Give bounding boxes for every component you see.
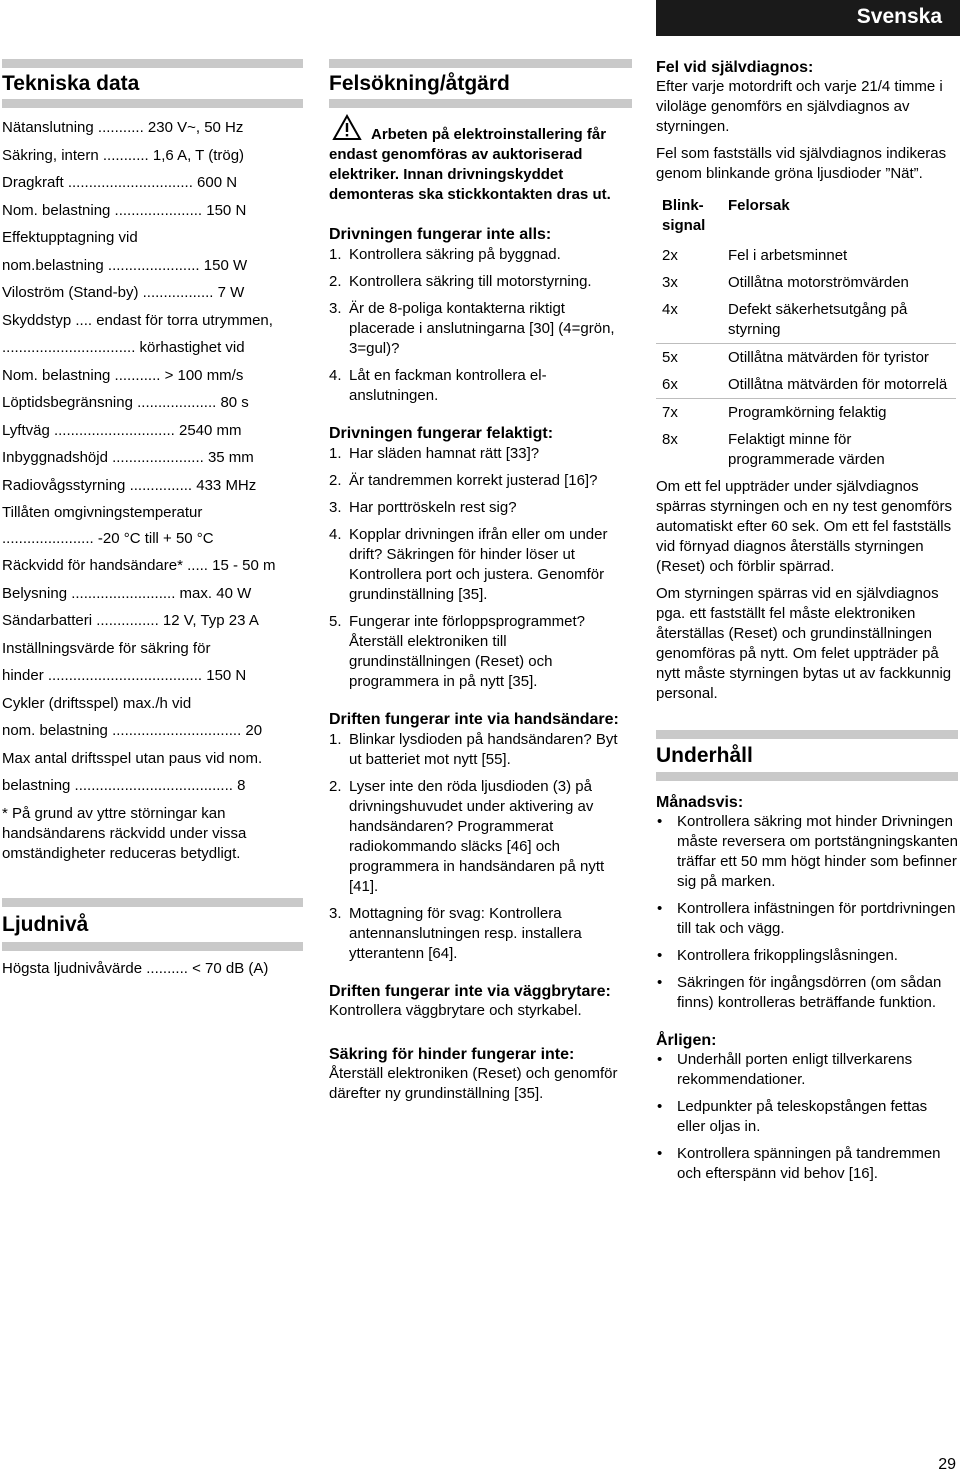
spec-line: nom. belastning ............................... 20 [2, 722, 263, 739]
table-row [656, 269, 956, 296]
blink-count: 6x [662, 376, 678, 393]
heading-faulty-operation: Drivningen fungerar felaktigt: [329, 425, 554, 442]
step-item [329, 471, 632, 491]
spec-line: Radiovågsstyrning ............... 433 MHz [2, 476, 257, 494]
table-row [656, 426, 956, 473]
section-bar [329, 59, 632, 68]
step-text: Är tandremmen korrekt justerad [16]? [349, 472, 598, 489]
error-cause: Fel i arbetsminnet [728, 247, 848, 264]
spec-line: Viloström (Stand-by) ................. 7 W [2, 284, 245, 301]
heading-monthly: Månadsvis: [656, 794, 744, 811]
step-item [329, 612, 632, 692]
error-cause: Otillåtna mätvärden för tyristor [722, 344, 956, 372]
step-item [329, 730, 632, 770]
step-number: 2. [329, 472, 342, 489]
blink-count: 7x [656, 399, 722, 427]
blink-count: 5x [656, 344, 722, 372]
section-bar [329, 99, 632, 108]
table-row [656, 371, 956, 399]
step-item [329, 299, 632, 359]
error-cause: Felaktigt minne för programmerade värden [728, 431, 885, 468]
yearly-checklist [656, 1050, 958, 1184]
step-number: 2. [329, 778, 342, 795]
checklist-item: • Kontrollera säkring mot hinder Drivningen måste reversera om portstängningskanten träffar ett 50 mm högt hinder som befinner sig på marken. [656, 812, 958, 892]
spec-line: belastning ...................................... 8 [2, 777, 246, 794]
step-item [329, 525, 632, 605]
step-number: 4. [329, 367, 342, 384]
checklist-item: • Ledpunkter på teleskopstången fettas eller oljas in. [656, 1097, 958, 1137]
wall-switch-text: Kontrollera väggbrytare och styrkabel. [329, 1002, 582, 1019]
spec-line: ...................... -20 °C till + 50 °C [2, 529, 214, 547]
spec-line: Inbyggnadshöjd ...................... 35 mm [2, 449, 254, 466]
spec-line: Lyftväg ............................. 2540 mm [2, 421, 242, 439]
warning-block [329, 120, 632, 205]
self-diagnosis-reset: Om styrningen spärras vid en självdiagnos pga. ett fastställt fel måste elektroniken återställas (Reset) och grundinställningen genomföras på nytt. Om felet uppträder på nytt måste styrningen bytas ut av fackkunnig personal. [656, 585, 952, 702]
step-text: Lyser inte den röda ljusdioden (3) på drivningshuvudet under aktivering av handsändaren? Programmerat radiokommando släcks [46] och programmera in handsändaren på nytt [41]. [349, 778, 605, 895]
step-text: Kontrollera säkring till motorstyrning. [349, 273, 592, 290]
heading-no-operation: Drivningen fungerar inte alls: [329, 226, 552, 243]
step-text: Blinkar lysdioden på handsändaren? Byt ut batteriet mot nytt [55]. [349, 731, 618, 768]
section-title-technical-data: Tekniska data [2, 72, 140, 95]
spec-list-continued [2, 525, 303, 800]
section-bar [2, 942, 303, 951]
step-item [329, 444, 632, 464]
heading-hand-transmitter: Driften fungerar inte via handsändare: [329, 711, 619, 728]
spec-line: Tillåten omgivningstemperatur [2, 504, 203, 521]
step-text: Är de 8-poliga kontakterna riktigt placerade i anslutningarna [30] (4=grön, 3=gul)? [349, 300, 615, 357]
column-troubleshooting [329, 0, 632, 1104]
spec-line: Skyddstyp .... endast för torra utrymmen, [2, 311, 273, 329]
blink-count: 8x [662, 431, 678, 448]
steps-no-operation [329, 245, 632, 406]
step-text: Kontrollera säkring på byggnad. [349, 246, 561, 263]
step-number: 5. [329, 613, 342, 630]
table-row [656, 399, 956, 427]
footnote: * På grund av yttre störningar kan handsändarens räckvidd under vissa omständigheter reduceras betydligt. [2, 804, 247, 862]
error-cause: Programkörning felaktig [722, 399, 956, 427]
heading-obstacle-safety: Säkring för hinder fungerar inte: [329, 1046, 575, 1063]
column-diagnosis-maintenance [656, 0, 958, 1191]
blink-count: 3x [662, 274, 678, 291]
heading-yearly: Årligen: [656, 1032, 717, 1049]
spec-line: nom.belastning ...................... 150 W [2, 256, 248, 274]
spec-line: Nätanslutning ........... 230 V~, 50 Hz [2, 119, 244, 136]
error-cause: Otillåtna motorströmvärden [728, 274, 909, 291]
blink-count: 2x [662, 247, 678, 264]
step-item [329, 272, 632, 292]
step-text: Kopplar drivningen ifrån eller om under drift? Säkringen för hinder löser ut Kontrollera port och justera. Genomför grundinställning [35]. [349, 526, 608, 603]
language-tab: Svenska [656, 0, 960, 36]
step-number: 2. [329, 273, 342, 290]
step-text: Har släden hamnat rätt [33]? [349, 445, 540, 462]
table-row [656, 296, 956, 344]
step-number: 3. [329, 905, 342, 922]
spec-list [2, 114, 303, 527]
warning-text: Arbeten på elektroinstallering får endast genomföras av auktoriserad elektriker. Innan drivningskyddet demonteras ska stickkontakten dras ut. [329, 126, 611, 203]
sound-level-value: Högsta ljudnivåvärde .......... < 70 dB (A) [2, 959, 269, 977]
spec-line: Dragkraft .............................. 600 N [2, 174, 238, 191]
step-text: Fungerar inte förloppsprogrammet? Återställ elektroniken till grundinställningen (Reset) och programmera in på nytt [35]. [349, 613, 585, 690]
step-number: 3. [329, 300, 342, 317]
section-title-troubleshooting: Felsökning/åtgärd [329, 72, 510, 95]
column-header-blink-signal: Blink-signal [662, 197, 706, 234]
step-number: 4. [329, 526, 342, 543]
heading-wall-switch: Driften fungerar inte via väggbrytare: [329, 983, 611, 1000]
spec-line: Räckvidd för handsändare* ..... 15 - 50 m [2, 557, 276, 574]
spec-line: ................................ körhastighet vid [2, 339, 245, 356]
step-number: 1. [329, 246, 342, 263]
step-item [329, 498, 632, 518]
table-row [656, 242, 956, 269]
spec-line: Nom. belastning ..................... 150 N [2, 201, 247, 219]
section-bar [656, 730, 958, 739]
section-bar [2, 99, 303, 108]
step-number: 1. [329, 731, 342, 748]
section-bar [2, 59, 303, 68]
spec-line: Belysning ......................... max. 40 W [2, 584, 252, 602]
spec-line: Max antal driftsspel utan paus vid nom. [2, 749, 263, 767]
step-item [329, 904, 632, 964]
spec-line: Säkring, intern ........... 1,6 A, T (trög) [2, 146, 245, 164]
section-title-sound-level: Ljudnivå [2, 912, 89, 936]
heading-self-diagnosis: Fel vid självdiagnos: [656, 59, 814, 76]
section-title-maintenance: Underhåll [656, 744, 753, 767]
spec-line: Sändarbatteri ............... 12 V, Typ 23 A [2, 612, 259, 629]
section-bar [2, 898, 303, 907]
checklist-item: • Underhåll porten enligt tillverkarens rekommendationer. [656, 1050, 958, 1090]
column-header-error-cause: Felorsak [728, 197, 790, 214]
checklist-item: • Kontrollera spänningen på tandremmen och efterspänn vid behov [16]. [656, 1144, 958, 1184]
error-cause: Defekt säkerhetsutgång på styrning [728, 301, 908, 338]
spec-line: Cykler (driftsspel) max./h vid [2, 694, 192, 712]
steps-hand-transmitter [329, 730, 632, 964]
step-item [329, 366, 632, 406]
table-header-row [656, 190, 956, 242]
obstacle-safety-text: Återställ elektroniken (Reset) och genomför därefter ny grundinställning [35]. [329, 1065, 618, 1102]
spec-line: hinder ..................................... 150 N [2, 667, 247, 684]
checklist-item: • Kontrollera frikopplingslåsningen. [656, 946, 958, 966]
step-text: Har porttröskeln rest sig? [349, 499, 517, 516]
step-text: Låt en fackman kontrollera el-anslutningen. [349, 367, 547, 404]
section-bar [656, 772, 958, 781]
step-number: 1. [329, 445, 342, 462]
error-code-table [656, 190, 956, 473]
self-diagnosis-indication: Fel som fastställs vid självdiagnos indikeras genom blinkande gröna ljusdioder ”Nät”. [656, 145, 947, 182]
spec-line: Nom. belastning ........... > 100 mm/s [2, 366, 244, 384]
checklist-item: • Säkringen för ingångsdörren (om sådan finns) kontrolleras beträffande funktion. [656, 973, 958, 1013]
step-text: Mottagning för svag: Kontrollera antennanslutningen resp. installera ytterantenn [64]. [349, 905, 582, 962]
step-number: 3. [329, 499, 342, 516]
page-number: 29 [938, 1456, 956, 1473]
table-row [656, 344, 956, 372]
spec-line: Löptidsbegränsning ................... 80 s [2, 394, 249, 411]
self-diagnosis-retest: Om ett fel uppträder under självdiagnos spärras styrningen och en ny test genomförs automatiskt efter 60 sek. Om ett fel fastställs vid förnyad diagnos återställs styrningen (Reset) och förblir spärrad. [656, 478, 952, 575]
step-item [329, 245, 632, 265]
error-cause: Otillåtna mätvärden för motorrelä [728, 376, 948, 393]
spec-line: Effektupptagning vid [2, 229, 138, 246]
blink-count: 4x [662, 301, 678, 318]
column-technical-data [2, 0, 303, 982]
self-diagnosis-intro: Efter varje motordrift och varje 21/4 timme i viloläge genomförs en självdiagnos av styrningen. [656, 78, 943, 135]
steps-faulty-operation [329, 444, 632, 692]
monthly-checklist [656, 812, 958, 1013]
spec-line: Inställningsvärde för säkring för [2, 639, 211, 657]
step-item [329, 777, 632, 897]
checklist-item: • Kontrollera infästningen för portdrivningen till tak och vägg. [656, 899, 958, 939]
